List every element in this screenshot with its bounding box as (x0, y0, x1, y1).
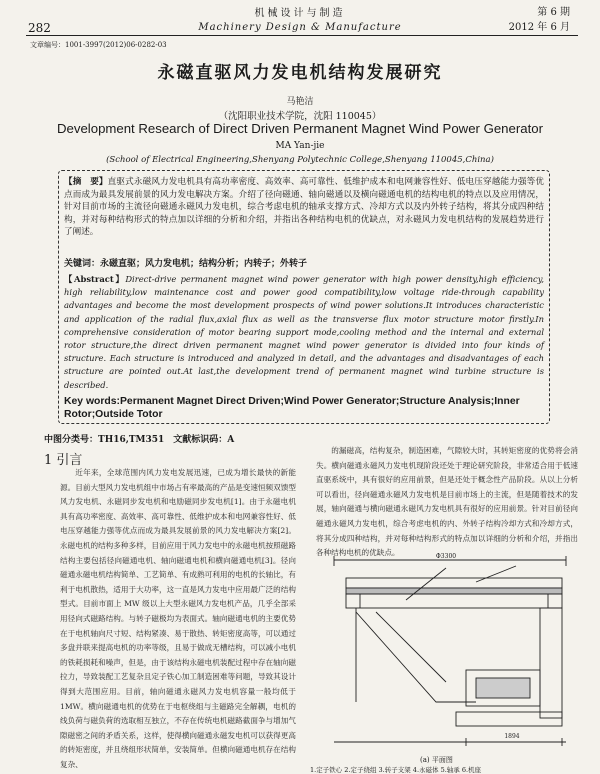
article-number: 文章编号：1001-3997(2012)06-0282-03 (30, 41, 167, 49)
issue-info (509, 5, 570, 35)
body-right-column: 的漏磁高，结构复杂，制造困难，气隙较大时，其转矩密度的优势将会消失。横向磁通永磁风力发电机现阶段还处于理论研究阶段，非常适合用于低速直驱系统中，具有很好的应用前景，但是还处于概念性产品阶段。从以上分析可以看出，径向磁通永磁风力发电机是目前市场上的主流，但是随着技术的发展，轴向磁通与横向磁通永磁风力发电机具有很好的应用前景。针对目前径向磁通永磁风力发电机，综合考虑电机的内、外转子结构冷却方式和冷却方式，将其分成四种结构，并对每种结构形式的特点加以详细的分析和介绍，并指出各种结构电机的优缺点。 (316, 446, 578, 558)
figure-caption: (a) 平面图 (420, 756, 453, 764)
stator-core (346, 588, 562, 594)
header-rule (26, 35, 578, 36)
issue-number: 第 6 期 (537, 7, 570, 18)
author-en: MA Yan-jie (275, 141, 325, 151)
keywords-en: Key words:Permanent Magnet Direct Driven;Wind Power Generator;Structure Analysis;Inner Rotor;Outside Totor (64, 396, 520, 420)
figure-parts-note: 1.定子铁心 2.定子绕组 3.转子支架 4.永磁体 5.轴承 6.机座 (310, 766, 482, 774)
stator-top (346, 578, 562, 588)
bearing-icon (476, 678, 530, 698)
dimension-bottom-label: 1894 (504, 733, 520, 740)
abstract-en-label: 【Abstract】 (64, 274, 126, 284)
affiliation-cn: （沈阳职业技术学院，沈阳 110045） (218, 111, 382, 122)
abstract-en-body: Direct-drive permanent magnet wind power generator with high power density,high efficiency, high reliability,low maintenance cost and power good compatibility,low voltage ride-through capability advantages and become the most development prospects of wind power solutions.It introduces characteristic and application of the radial flux,axial flux as well as the transverse flux motor structure motor firstly.In comprehensive consideration of motor bearing support mode,cooling method and the internal and external rotor structure,the direct driven permanent magnet wind power generator is divided into four kinds of structure. Each structure is introduced and analyzed in detail, and the advantages and disadvantages of each structure are pointed out.At last,the development trend of permanent magnet wind turbine structure is described. (64, 274, 544, 390)
page-title-en: Development Research of Direct Driven Permanent Magnet Wind Power Generator (57, 121, 543, 136)
generator-structure-figure (316, 552, 578, 770)
abstract-cn-body: 直驱式永磁风力发电机具有高功率密度、高效率、高可靠性、低维护成本和电网兼容性好、低电压穿越能力强等优点而成为最具发展前景的风力发电解决方案。介绍了径向磁通、轴向磁通以及横向磁通电机的结构电机的特点以及应用情况，针对目前市场的主流径向磁通永磁风力发电机，综合考虑电机的轴承支撑方式、冷却方式以及内外转子结构，将其分成四种结构，并对每种结构形式的特点加以详细的分析和介绍，并指出各种结构电机的优缺点，对永磁风力发电机结构的发展趋势进行了阐述。 (64, 177, 544, 238)
classification-code: 中图分类号：TH16,TM351 文献标识码：A (44, 435, 235, 445)
journal-name-cn: 机械设计与制造 (254, 8, 346, 19)
page-title-cn: 永磁直驱风力发电机结构发展研究 (157, 63, 443, 83)
body-left-column: 近年来，全球范围内风力发电发展迅速，已成为增长最快的新能源。目前大型风力发电机组中市场占有率最高的产品是变速恒频双馈型风力发电机、永磁同步发电机和电励磁同步发电机[1]。由于永磁电机具有高功率密度、高效率、高可靠性、低维护成本和电网兼容性好、低电压穿越能力强等优点而成为最具发展前景的风力发电解决方案[2]。永磁电机的结构多种多样，目前应用于风力发电中的永磁电机按照磁路结构主要包括径向磁通电机、轴向磁通电机和横向磁通电机[3]。径向磁通永磁电机结构简单、工艺简单、有成熟可利用的电机的长轴比，有利于电机散热，适用于大功率，这一直是风力发电中应用最广泛的结构型式。目前市面上 MW 级以上大型永磁风力发电机产品，几乎全部采用径向式磁路结构。与转子磁极均为表面式。轴向磁通电机的主要优势在于电机轴向尺寸短、结构紧凑、易于散热、转矩密度高等，可以通过多盘并联来提高电机的功率等级，且易于做成无槽结构，可以减小电机的铁耗损耗和噪声，但是，由于该结构永磁电机装配过程中存在轴向磁拉力，导致装配工艺复杂且定子铁心加工制造困难等问题，导致其设计得到大范围应用。目前，轴向磁通永磁风力发电机容量一般均低于 1MW。横向磁通电机的优势在于电枢绕组与主磁路完全解耦，电机的线负荷与磁负荷的选取相互独立，不存在传统电机磁路截面争与增加气隙磁密之间的矛盾关系，这样，使得横向磁通永磁发电机可以获得更高的转矩密度，并且绕组形状简单，安装简单。但横向磁通电机存在结构复杂、 (60, 468, 296, 769)
affiliation-en: (School of Electrical Engineering,Shenyang Polytechnic College,Shenyang 110045,China) (106, 155, 494, 165)
base (456, 712, 562, 726)
page-number: 282 (28, 21, 51, 35)
section-heading: 1 引言 (44, 453, 83, 468)
abstract-cn (64, 176, 544, 239)
issue-date: 2012 年 6 月 (508, 22, 570, 33)
frame-right (540, 608, 562, 718)
rotor-ring (346, 594, 562, 608)
abstract-cn-label: 【摘 要】 (64, 177, 108, 187)
rotor-support-arm (356, 612, 476, 702)
dimension-top-label: Φ3300 (435, 553, 457, 560)
keywords-cn: 关键词：永磁直驱；风力发电机；结构分析；内转子；外转子 (64, 259, 308, 269)
abstract-en (64, 273, 544, 392)
author-cn: 马艳洁 (286, 97, 314, 107)
journal-name-en: Machinery Design & Manufacture (198, 22, 402, 33)
